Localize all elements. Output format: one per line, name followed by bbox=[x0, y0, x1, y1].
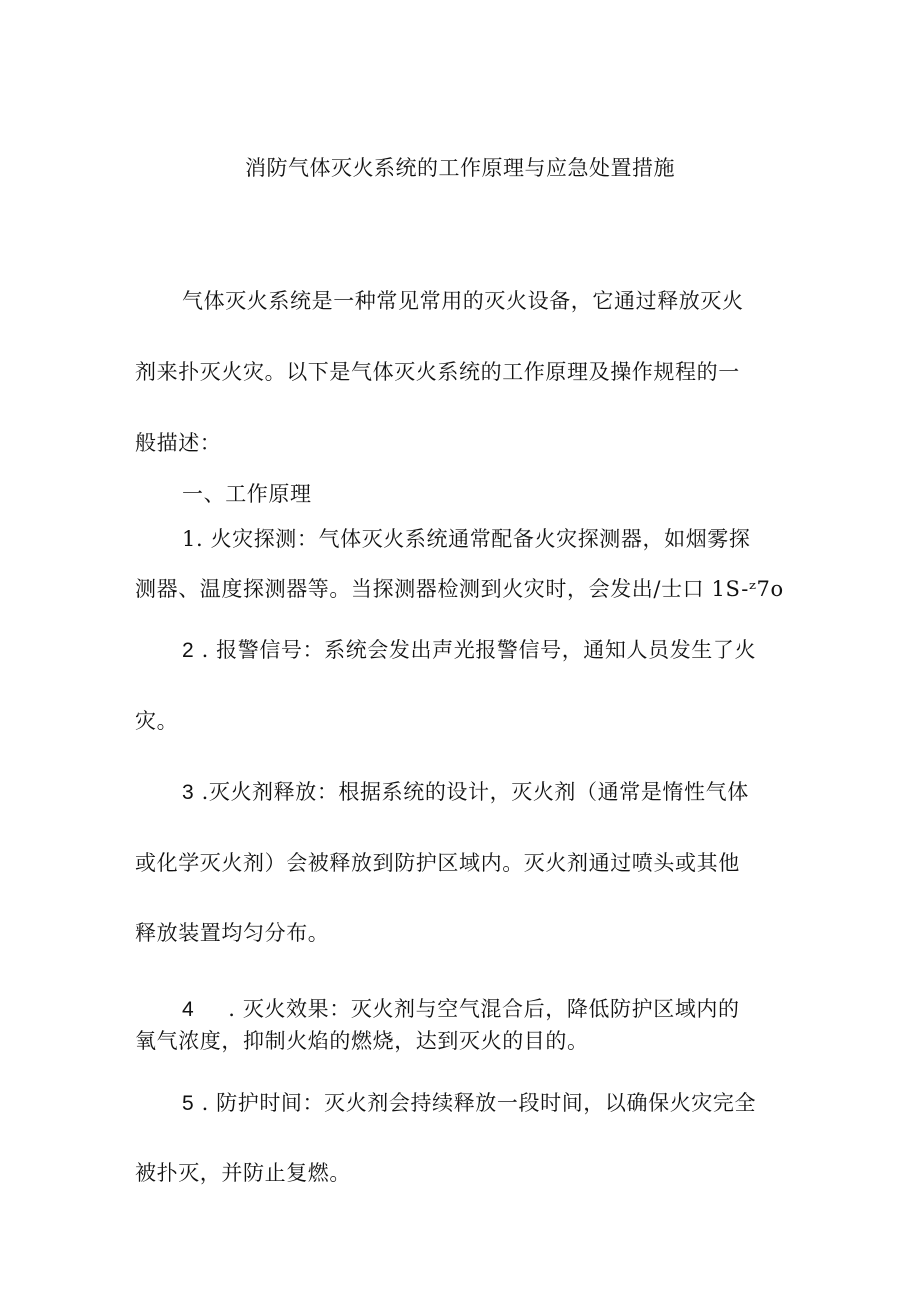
item-3-line-2: 或化学灭火剂）会被释放到防护区域内。灭火剂通过喷头或其他 bbox=[135, 851, 740, 875]
item-1-line-1: 1. 火灾探测：气体灭火系统通常配备火灾探测器，如烟雾探 bbox=[182, 527, 751, 551]
item-4-line-1 bbox=[182, 993, 842, 1023]
item-4-line-2: 氧气浓度，抑制火焰的燃烧，达到灭火的目的。 bbox=[135, 1029, 589, 1053]
intro-line-2: 剂来扑灭火灾。以下是气体灭火系统的工作原理及操作规程的一 bbox=[135, 360, 740, 384]
section-heading: 一、工作原理 bbox=[182, 482, 312, 506]
document-title: 消防气体灭火系统的工作原理与应急处置措施 bbox=[245, 156, 675, 180]
item-5-text: . 防护时间：灭火剂会持续释放一段时间，以确保火灾完全 bbox=[201, 1091, 757, 1115]
item-1-line-2: 测器、温度探测器等。当探测器检测到火灾时，会发出/士口 1S-ᶻ7o bbox=[135, 577, 784, 601]
item-3-text: .灭火剂释放：根据系统的设计，灭火剂（通常是惰性气体 bbox=[201, 780, 749, 804]
item-4-number: 4 bbox=[182, 998, 195, 1021]
item-2-line-2: 灾。 bbox=[135, 709, 179, 733]
item-2-number: 2 bbox=[182, 639, 195, 662]
item-3-number: 3 bbox=[182, 781, 195, 804]
intro-line-3: 般描述： bbox=[135, 431, 222, 455]
item-5-number: 5 bbox=[182, 1092, 195, 1115]
item-4-text: . 灭火效果：灭火剂与空气混合后，降低防护区域内的 bbox=[228, 997, 740, 1021]
item-2-line-1 bbox=[182, 634, 842, 664]
item-3-line-1 bbox=[182, 776, 842, 806]
item-5-line-2: 被扑灭，并防止复燃。 bbox=[135, 1161, 351, 1185]
item-5-line-1 bbox=[182, 1087, 842, 1117]
item-3-line-3: 释放装置均匀分布。 bbox=[135, 921, 330, 945]
item-2-text: . 报警信号：系统会发出声光报警信号，通知人员发生了火 bbox=[201, 638, 757, 662]
intro-line-1: 气体灭火系统是一种常见常用的灭火设备，它通过释放灭火 bbox=[182, 289, 744, 313]
